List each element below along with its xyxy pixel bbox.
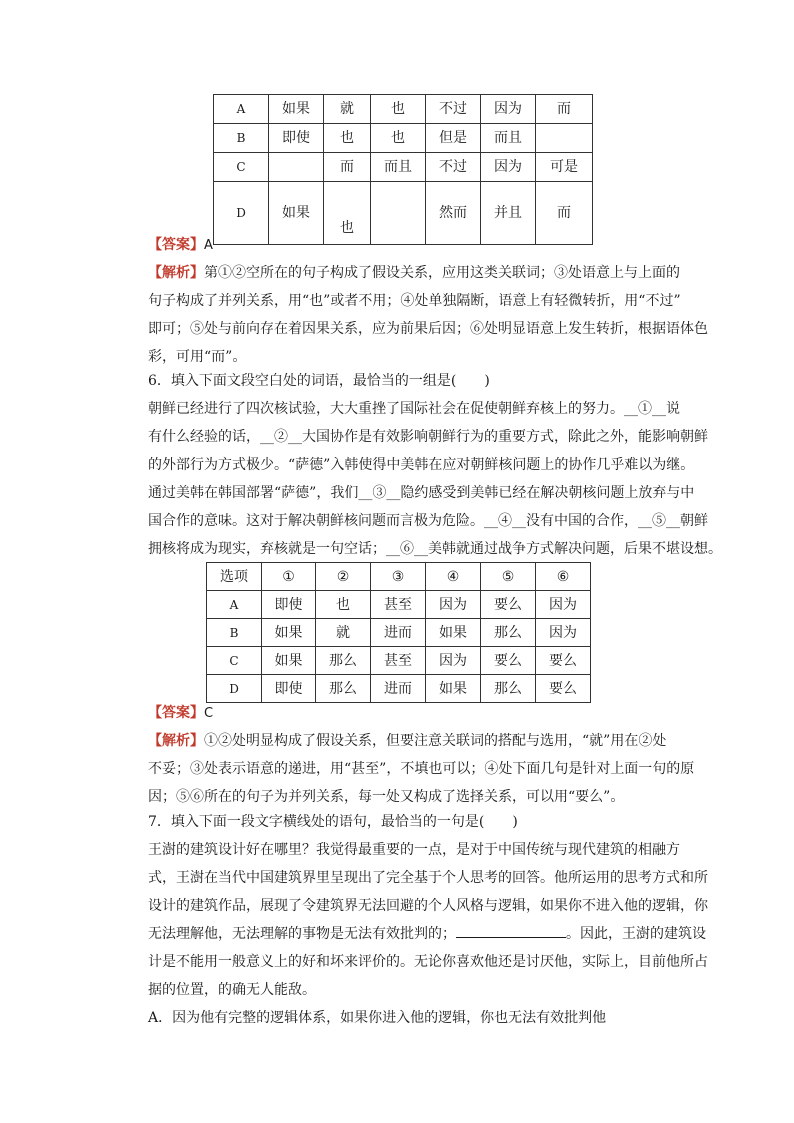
table-header-cell: ⑤: [481, 563, 536, 591]
table-cell: 因为: [481, 153, 536, 182]
table-row: [207, 619, 591, 647]
table-cell: 就: [316, 619, 371, 647]
table-cell: 那么: [481, 619, 536, 647]
table-cell: 那么: [481, 675, 536, 703]
table-cell: 要么: [536, 675, 591, 703]
table-cell: 如果: [426, 619, 481, 647]
passage-line: 。因此，王澍的建筑设: [566, 926, 706, 942]
answer-tag: 【答案】: [148, 237, 204, 253]
analysis-line: 即可；⑤处与前向存在着因果关系，应为前果后因；⑥处明显语意上发生转折，根据语体色: [148, 321, 708, 337]
passage-line: 的外部行为方式极少。“萨德”入韩使得中美韩在应对朝鲜核问题上的协作几乎难以为继。: [148, 457, 695, 473]
table-cell: 就: [324, 95, 371, 124]
passage-line: 计是不能用一般意义上的好和坏来评价的。无论你喜欢他还是讨厌他，实际上，目前他所占: [148, 954, 708, 970]
q6-question: [148, 367, 648, 395]
option-a-text: A．因为他有完整的逻辑体系，如果你进入他的逻辑，你也无法有效批判他: [148, 1010, 607, 1026]
analysis-line: ①②处明显构成了假设关系，但要注意关联词的搭配与选用，“就”用在②处: [204, 733, 667, 749]
passage-line: 无法理解他，无法理解的事物是无法有效批判的；: [148, 926, 456, 942]
table-cell: 而且: [481, 124, 536, 153]
table-cell: 不过: [426, 153, 481, 182]
passage-line: 据的位置，的确无人能敌。: [148, 982, 316, 998]
table-cell: B: [214, 124, 269, 153]
q6-analysis: [148, 727, 695, 811]
passage-line: 拥核将成为现实，弃核就是一句空话；__⑥__美韩就通过战争方式解决问题，后果不堪设想。: [148, 541, 722, 557]
q5-analysis: [148, 259, 708, 371]
table-header-cell: ⑥: [536, 563, 591, 591]
q6-answer: [148, 699, 648, 727]
table-cell: 也: [371, 95, 426, 124]
table-cell: 不过: [426, 95, 481, 124]
table-header-cell: ③: [371, 563, 426, 591]
table-cell: 甚至: [371, 591, 426, 619]
passage-line: 国合作的意味。这对于解决朝鲜核问题而言极为危险。__④__没有中国的合作，__⑤__朝鲜: [148, 513, 708, 529]
options-table-q6: [206, 562, 591, 703]
table-cell: D: [207, 675, 262, 703]
table-cell: 进而: [371, 619, 426, 647]
table-cell: 进而: [371, 675, 426, 703]
table-cell: C: [207, 647, 262, 675]
analysis-tag: 【解析】: [148, 733, 204, 749]
q7-passage: [148, 836, 708, 1004]
passage-line: 朝鲜已经进行了四次核试验，大大重挫了国际社会在促使朝鲜弃核上的努力。__①__说: [148, 401, 680, 417]
table-cell: 如果: [262, 619, 316, 647]
table-cell: 因为: [536, 619, 591, 647]
table-cell: 即使: [269, 124, 324, 153]
table-cell: 但是: [426, 124, 481, 153]
passage-line: 有什么经验的话，__②__大国协作是有效影响朝鲜行为的重要方式，除此之外，能影响朝鲜: [148, 429, 708, 445]
table-cell: 而: [324, 153, 371, 182]
table-cell: 即使: [262, 675, 316, 703]
table-cell: 可是: [536, 153, 593, 182]
answer-value: A: [204, 238, 213, 253]
table-cell: 甚至: [371, 647, 426, 675]
passage-line: 王澍的建筑设计好在哪里？我觉得最重要的一点，是对于中国传统与现代建筑的相融方: [148, 842, 680, 858]
table-cell: 并且: [481, 182, 536, 245]
table-header-cell: ②: [316, 563, 371, 591]
question-text: 7．填入下面一段文字横线处的语句，最恰当的一句是( ): [148, 814, 518, 830]
analysis-line: 不妥；③处表示语意的递进，用“甚至”，不填也可以；④处下面几句是针对上面一句的原: [148, 761, 695, 777]
table-row: [207, 647, 591, 675]
table-cell: 而: [536, 95, 593, 124]
table-cell: 因为: [426, 591, 481, 619]
table-cell: 也: [371, 124, 426, 153]
table-cell: [269, 153, 324, 182]
table-header-row: [207, 563, 591, 591]
q5-answer: [148, 231, 648, 259]
table-cell: [536, 124, 593, 153]
q6-passage: [148, 395, 722, 563]
table-row: [214, 124, 593, 153]
table-cell: 要么: [481, 591, 536, 619]
table-cell: 那么: [316, 675, 371, 703]
analysis-line: 句子构成了并列关系，用“也”或者不用；④处单独隔断，语意上有轻微转折，用“不过”: [148, 293, 681, 309]
table-cell: 如果: [269, 182, 324, 245]
q7-question: [148, 808, 648, 836]
table-cell: 要么: [481, 647, 536, 675]
table-cell: 那么: [316, 647, 371, 675]
table-cell: D: [214, 182, 269, 245]
table-cell: A: [207, 591, 262, 619]
table-header-cell: ①: [262, 563, 316, 591]
table-cell: A: [214, 95, 269, 124]
question-text: 6．填入下面文段空白处的词语，最恰当的一组是( ): [148, 373, 490, 389]
analysis-tag: 【解析】: [148, 265, 204, 281]
table-cell: 因为: [536, 591, 591, 619]
table-cell: 也: [316, 591, 371, 619]
table-header-cell: 选项: [207, 563, 262, 591]
options-table-q5: [213, 94, 593, 245]
passage-line: 设计的建筑作品，展现了令建筑界无法回避的个人风格与逻辑，如果你不进入他的逻辑，你: [148, 898, 708, 914]
table-cell: 因为: [481, 95, 536, 124]
answer-tag: 【答案】: [148, 705, 204, 721]
table-row: [214, 95, 593, 124]
table-row: [214, 153, 593, 182]
table-cell: 即使: [262, 591, 316, 619]
table-cell: 也: [324, 182, 371, 245]
passage-line: 通过美韩在韩国部署“萨德”，我们__③__隐约感受到美韩已经在解决朝核问题上放弃与中: [148, 485, 695, 501]
analysis-line: 彩，可用“而”。: [148, 349, 247, 365]
table-cell: 也: [324, 124, 371, 153]
fill-blank: [456, 923, 566, 938]
table-cell: 因为: [426, 647, 481, 675]
table-cell: 然而: [426, 182, 481, 245]
table-cell: 要么: [536, 647, 591, 675]
analysis-line: 第①②空所在的句子构成了假设关系，应用这类关联词；③处语意上与上面的: [204, 265, 680, 281]
table-cell: 如果: [262, 647, 316, 675]
analysis-line: 因；⑤⑥所在的句子为并列关系，每一处又构成了选择关系，可以用“要么”。: [148, 789, 625, 805]
q7-option-a: [148, 1004, 648, 1032]
answer-value: C: [204, 706, 214, 721]
passage-line: 式，王澍在当代中国建筑界里呈现出了完全基于个人思考的回答。他所运用的思考方式和所: [148, 870, 708, 886]
table-row: [207, 591, 591, 619]
table-header-cell: ④: [426, 563, 481, 591]
table-cell: 而且: [371, 153, 426, 182]
table-cell: 如果: [269, 95, 324, 124]
table-cell: C: [214, 153, 269, 182]
table-cell: 如果: [426, 675, 481, 703]
table-cell: 而: [536, 182, 593, 245]
table-cell: B: [207, 619, 262, 647]
